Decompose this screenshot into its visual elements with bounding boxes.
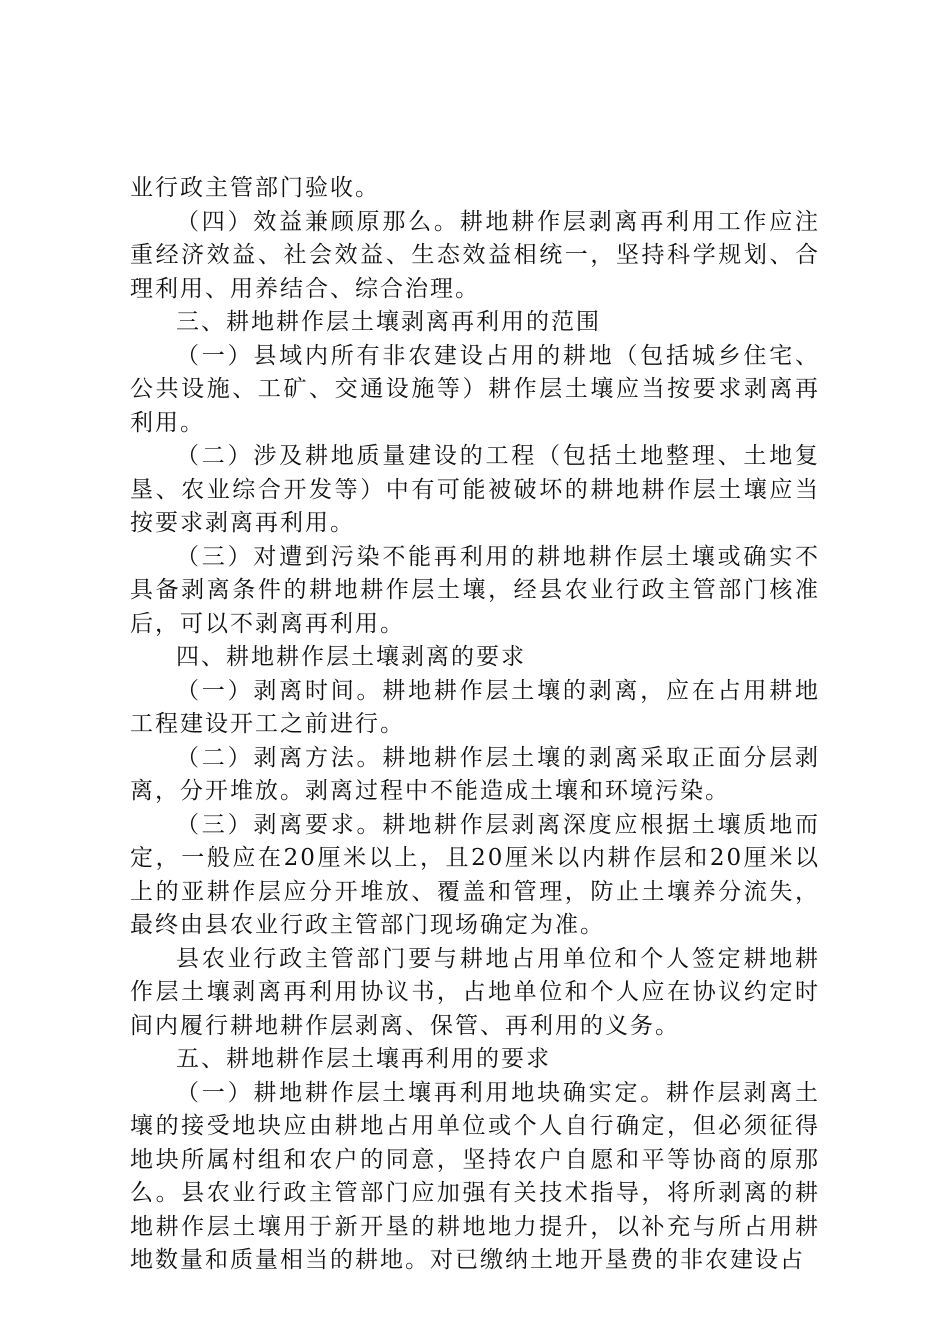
paragraph-agreement: 县农业行政主管部门要与耕地占用单位和个人签定耕地耕作层土壤剥离再利用协议书，占地单位和个人应在协议约定时间内履行耕地耕作层剥离、保管、再利用的义务。 [130,945,820,1039]
paragraph-stripping-time: （一）剥离时间。耕地耕作层土壤的剥离，应在占用耕地工程建设开工之前进行。 [130,677,820,737]
paragraph-scope-2: （二）涉及耕地质量建设的工程（包括土地整理、土地复垦、农业综合开发等）中有可能被破坏的耕地耕作层土壤应当按要求剥离再利用。 [130,443,820,536]
paragraph-benefit-principle: （四）效益兼顾原那么。耕地耕作层剥离再利用工作应注重经济效益、社会效益、生态效益相统一，坚持科学规划、合理利用、用养结合、综合治理。 [130,208,820,302]
paragraph-stripping-method: （二）剥离方法。耕地耕作层土壤的剥离采取正面分层剥离，分开堆放。剥离过程中不能造成土壤和环境污染。 [130,744,820,804]
paragraph-scope-1: （一）县域内所有非农建设占用的耕地（包括城乡住宅、公共设施、工矿、交通设施等）耕作层土壤应当按要求剥离再利用。 [130,342,820,436]
paragraph-scope-3: （三）对遭到污染不能再利用的耕地耕作层土壤或确实不具备剥离条件的耕地耕作层土壤，经县农业行政主管部门核准后，可以不剥离再利用。 [130,543,820,637]
section-heading-3: 三、耕地耕作层土壤剥离再利用的范围 [176,309,601,335]
section-heading-4: 四、耕地耕作层土壤剥离的要求 [176,644,526,670]
section-heading-5: 五、耕地耕作层土壤再利用的要求 [176,1046,551,1072]
document-body [130,172,820,1278]
paragraph-reuse-plot: （一）耕地耕作层土壤再利用地块确实定。耕作层剥离土壤的接受地块应由耕地占用单位或个人自行确定，但必须征得地块所属村组和农户的同意，坚持农户自愿和平等协商的原那么。县农业行政主管部门应加强有关技术指导，将所剥离的耕地耕作层土壤用于新开垦的耕地地力提升，以补充与所占用耕地数量和质量相当的耕地。对已缴纳土地开垦费的非农建设占 [130,1079,820,1273]
paragraph-continuation: 业行政主管部门验收。 [130,175,380,201]
paragraph-stripping-requirement: （三）剥离要求。耕地耕作层剥离深度应根据土壤质地而定，一般应在20厘米以上，且20厘米以内耕作层和20厘米以上的亚耕作层应分开堆放、覆盖和管理，防止土壤养分流失，最终由县农业行政主管部门现场确定为准。 [130,811,820,938]
